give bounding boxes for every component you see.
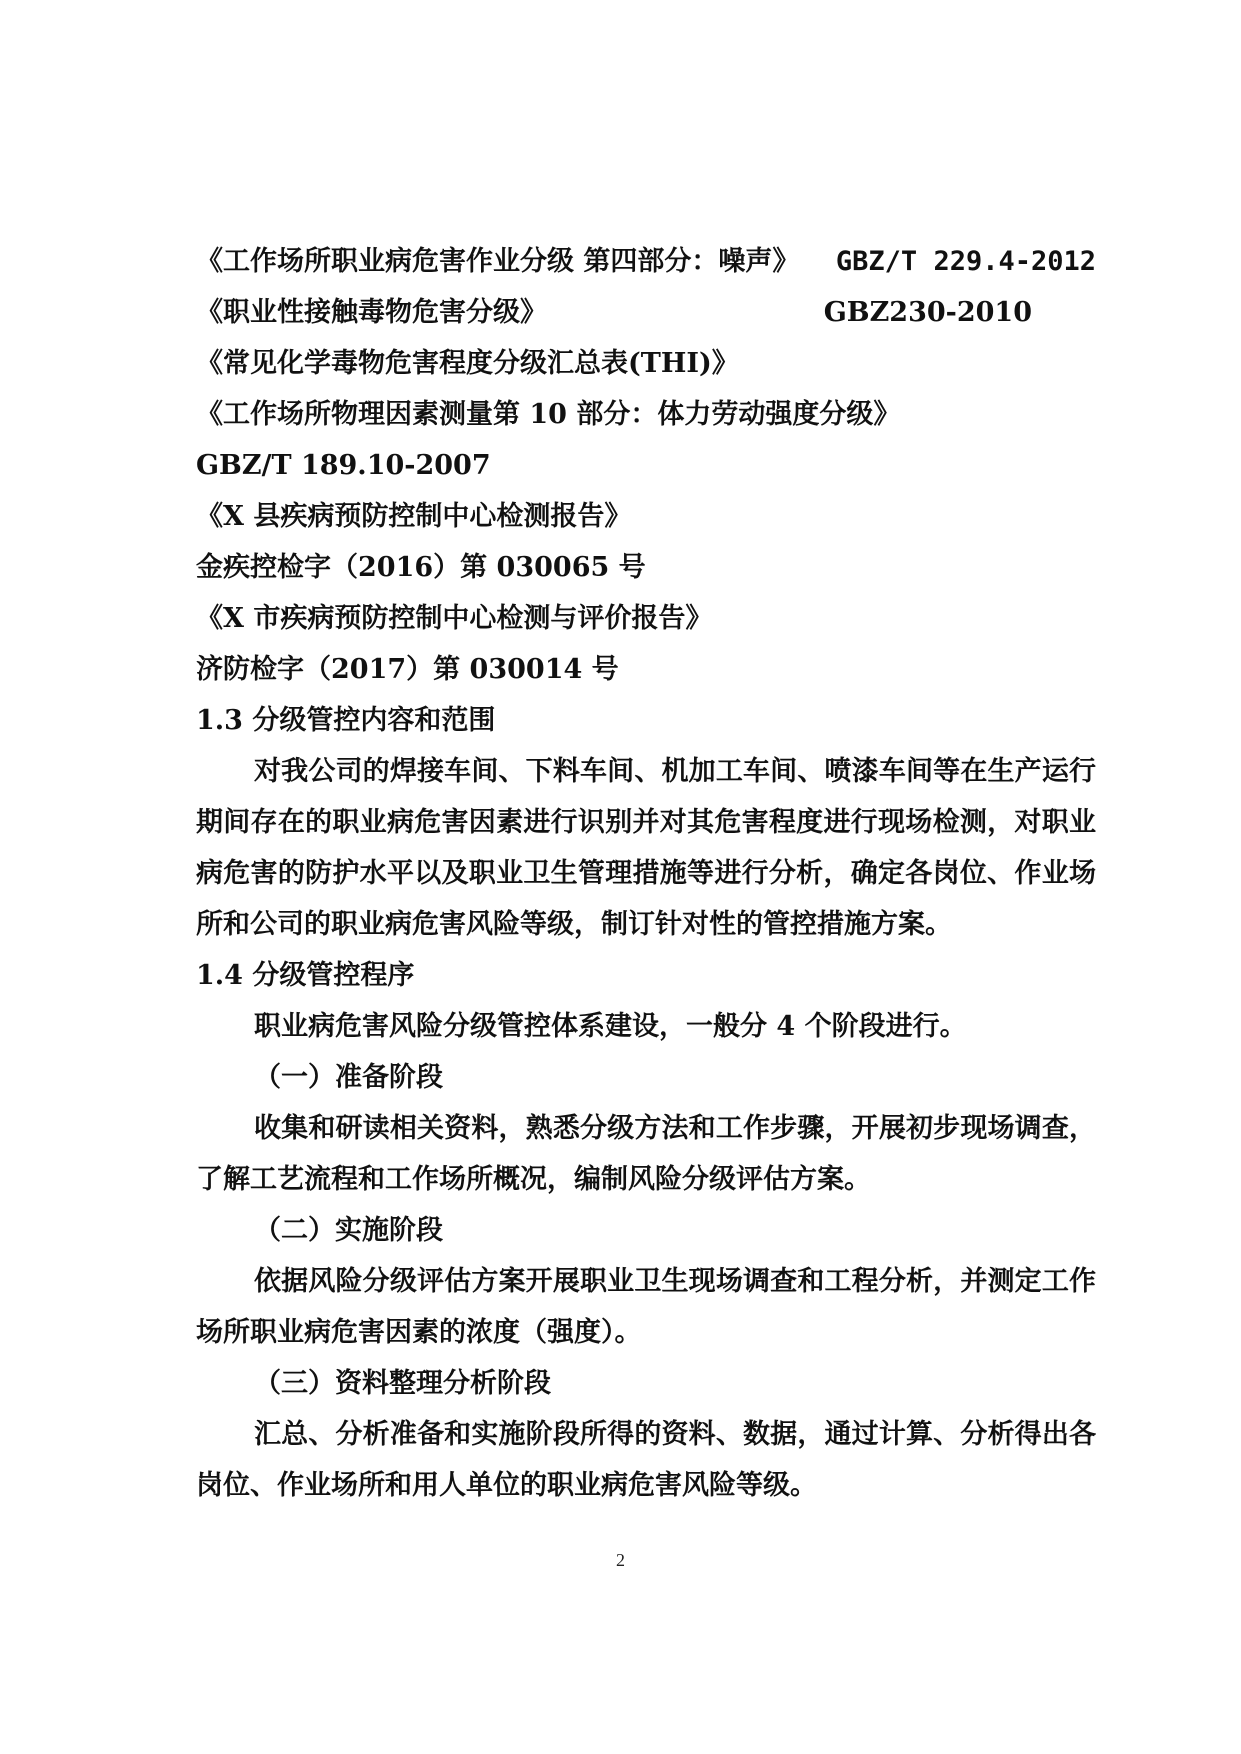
section-paragraph: 对我公司的焊接车间、下料车间、机加工车间、喷漆车间等在生产运行期间存在的职业病危害因素进行识别并对其危害程度进行现场检测，对职业病危害的防护水平以及职业卫生管理措施等进行分析，确定各岗位、作业场所和公司的职业病危害风险等级，制订针对性的管控措施方案。 bbox=[196, 756, 1096, 940]
page-number: 2 bbox=[616, 1550, 625, 1570]
page-content bbox=[196, 236, 1096, 1511]
reference-code-line: GBZ/T 189.10-2007 bbox=[196, 450, 491, 481]
reference-code: GBZ230-2010 bbox=[823, 297, 1032, 328]
section-heading: 1.3 分级管控内容和范围 bbox=[196, 705, 496, 736]
stage-paragraph: 汇总、分析准备和实施阶段所得的资料、数据，通过计算、分析得出各岗位、作业场所和用人单位的职业病危害风险等级。 bbox=[196, 1419, 1096, 1501]
reference-title: 《职业性接触毒物危害分级》 bbox=[196, 297, 547, 328]
reference-line-6: 《X 市疾病预防控制中心检测与评价报告》 bbox=[196, 603, 713, 634]
reference-code-line: 金疾控检字（2016）第 030065 号 bbox=[196, 552, 646, 583]
stage-title: （二）实施阶段 bbox=[254, 1215, 443, 1246]
section-heading: 1.4 分级管控程序 bbox=[196, 960, 415, 991]
reference-line-1 bbox=[196, 236, 1096, 287]
reference-code: GBZ/T 229.4-2012 bbox=[835, 246, 1096, 277]
stage-paragraph: 依据风险分级评估方案开展职业卫生现场调查和工程分析，并测定工作场所职业病危害因素的浓度（强度）。 bbox=[196, 1266, 1096, 1348]
stage-paragraph: 收集和研读相关资料，熟悉分级方法和工作步骤，开展初步现场调查，了解工艺流程和工作场所概况，编制风险分级评估方案。 bbox=[196, 1113, 1096, 1195]
stage-title: （一）准备阶段 bbox=[254, 1062, 443, 1093]
reference-line-3: 《常见化学毒物危害程度分级汇总表(THI)》 bbox=[196, 348, 739, 379]
reference-line-2 bbox=[196, 287, 1096, 338]
reference-line-4: 《工作场所物理因素测量第 10 部分：体力劳动强度分级》 bbox=[196, 399, 901, 430]
stage-title: （三）资料整理分析阶段 bbox=[254, 1368, 551, 1399]
reference-title: 《工作场所职业病危害作业分级 第四部分：噪声》 bbox=[196, 246, 800, 277]
section-intro: 职业病危害风险分级管控体系建设，一般分 4 个阶段进行。 bbox=[254, 1011, 967, 1042]
reference-code-line: 济防检字（2017）第 030014 号 bbox=[196, 654, 619, 685]
reference-line-5: 《X 县疾病预防控制中心检测报告》 bbox=[196, 501, 632, 532]
